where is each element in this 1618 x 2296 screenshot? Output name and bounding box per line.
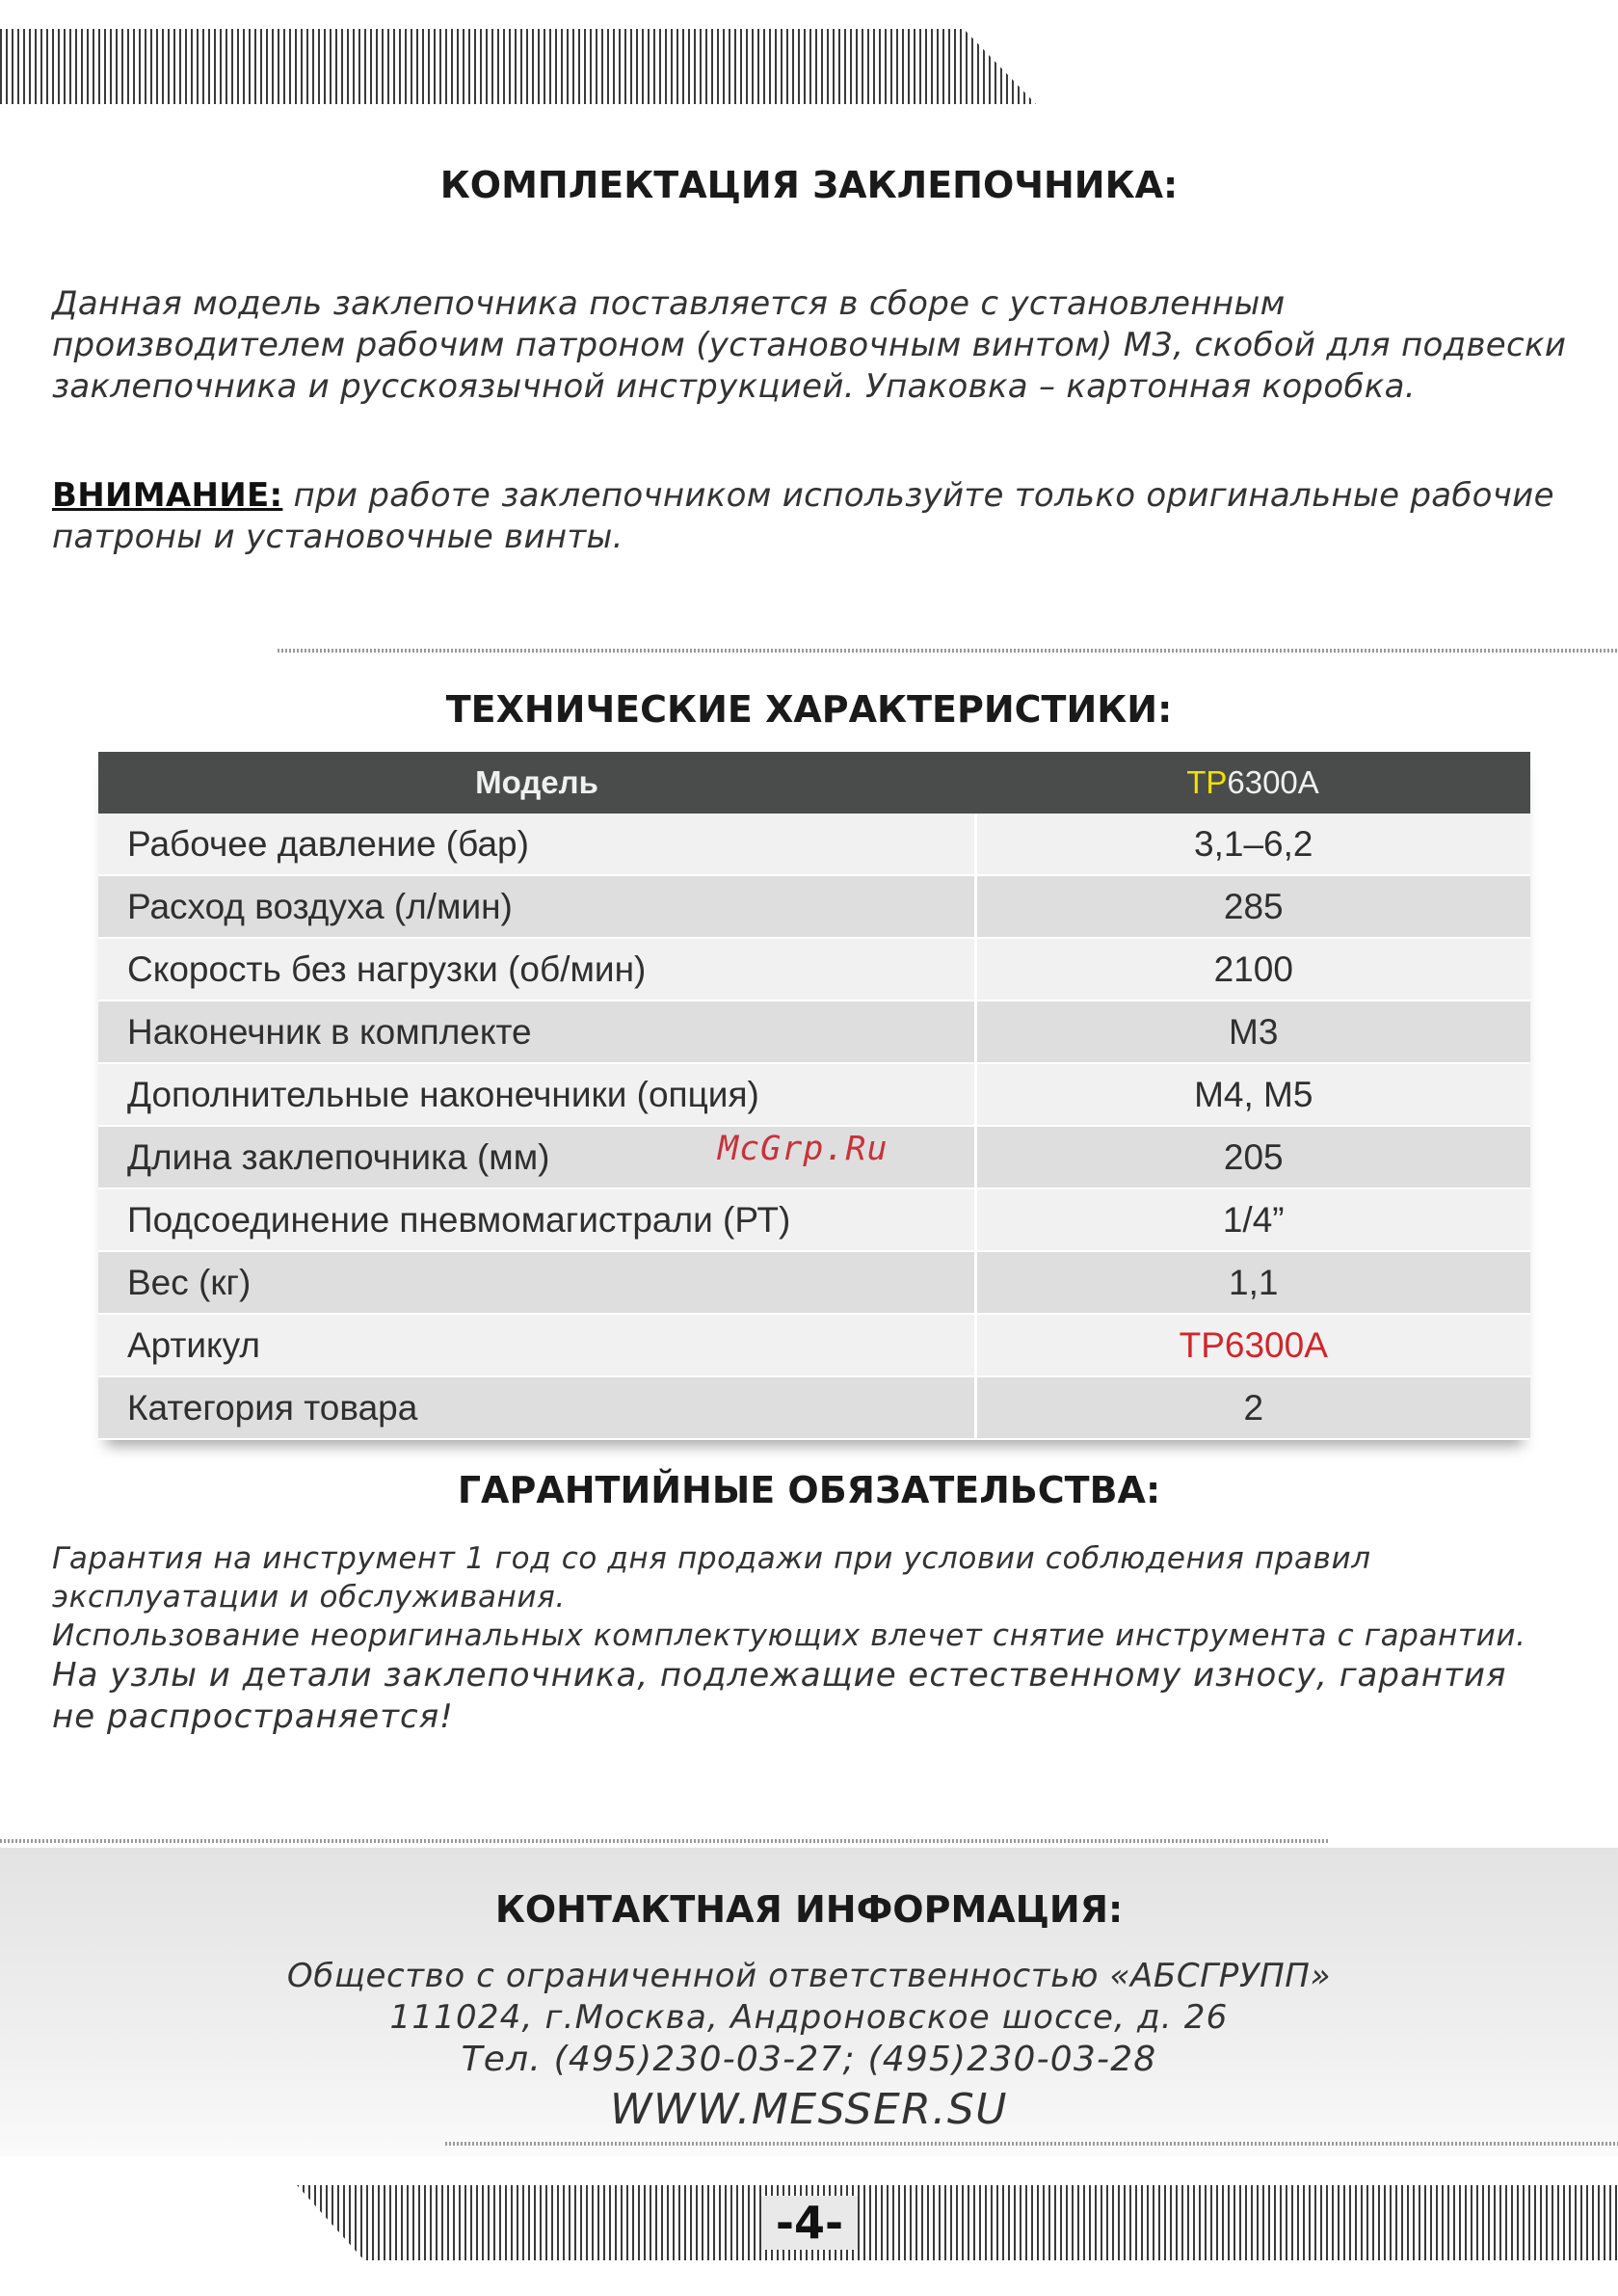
specs-heading: ТЕХНИЧЕСКИЕ ХАРАКТЕРИСТИКИ: [445, 688, 1173, 731]
spec-label: Длина заклепочника (мм) [98, 1126, 975, 1188]
spec-label: Наконечник в комплекте [98, 1001, 975, 1063]
kit-heading: КОМПЛЕКТАЦИЯ ЗАКЛЕПОЧНИКА: [439, 164, 1179, 206]
table-row [98, 1251, 1530, 1314]
table-row [98, 1376, 1530, 1439]
spec-label: Вес (кг) [98, 1251, 975, 1314]
company-address: 111024, г.Москва, Андроновское шоссе, д. 26 [389, 1998, 1229, 2037]
warranty-line: На узлы и детали заклепочника, подлежащие естественному износу, гарантия [52, 1656, 1507, 1695]
article-value: TP6300A [975, 1314, 1530, 1376]
watermark: McGrp.Ru [718, 1130, 889, 1168]
spec-value: М3 [975, 1001, 1530, 1063]
spec-value: 285 [975, 875, 1530, 938]
table-row [98, 1188, 1530, 1251]
section-divider [445, 2142, 1618, 2146]
table-row [98, 938, 1530, 1001]
section-divider [0, 1839, 1330, 1843]
specs-header-row [98, 752, 1530, 814]
model-header-label: Модель [98, 752, 975, 814]
company-phone: Тел. (495)230-03-27; (495)230-03-28 [461, 2040, 1157, 2079]
warranty-line: не распространяется! [52, 1697, 454, 1736]
company-website[interactable]: WWW.MESSER.SU [610, 2085, 1008, 2134]
spec-value: 2 [975, 1376, 1530, 1439]
warning-text: при работе заклепочником используйте только оригинальные рабочие патроны и установочные винты. [52, 476, 1554, 556]
section-divider [278, 649, 1618, 653]
warranty-line: Гарантия на инструмент 1 год со дня продажи при условии соблюдения правил эксплуатации и обслуживания. [52, 1541, 1371, 1615]
contact-heading: КОНТАКТНАЯ ИНФОРМАЦИЯ: [494, 1888, 1124, 1931]
spec-value: 205 [975, 1126, 1530, 1188]
spec-label: Дополнительные наконечники (опция) [98, 1063, 975, 1126]
model-header-value [975, 752, 1530, 814]
table-row [98, 875, 1530, 938]
model-prefix: TP [1186, 764, 1228, 800]
warning-label: ВНИМАНИЕ: [52, 476, 283, 515]
spec-label: Рабочее давление (бар) [98, 814, 975, 875]
spec-value: 2100 [975, 938, 1530, 1001]
spec-value: М4, М5 [975, 1063, 1530, 1126]
warranty-line: Использование неоригинальных комплектующих влечет снятие инструмента с гарантии. [52, 1618, 1526, 1653]
bottom-decorative-band [297, 2185, 1618, 2260]
spec-label: Категория товара [98, 1376, 975, 1439]
table-row [98, 814, 1530, 875]
kit-description: Данная модель заклепочника поставляется в сборе с установленным производителем рабочим патроном (установочным винтом) М3, скобой для подвески заклепочника и русскоязычной инструкцией. Упаковка – картонная коробка. [52, 284, 1567, 406]
company-name: Общество с ограниченной ответственностью «АБСГРУПП» [286, 1957, 1332, 1995]
spec-label: Подсоединение пневмомагистрали (РТ) [98, 1188, 975, 1251]
spec-label: Расход воздуха (л/мин) [98, 875, 975, 938]
specs-table [98, 752, 1530, 1440]
warning-paragraph [52, 475, 1584, 558]
page-number: -4- [761, 2196, 858, 2250]
top-decorative-band [0, 29, 1036, 104]
spec-value: 1/4” [975, 1188, 1530, 1251]
spec-label: Артикул [98, 1314, 975, 1376]
table-row [98, 1314, 1530, 1376]
spec-value: 1,1 [975, 1251, 1530, 1314]
table-row [98, 1063, 1530, 1126]
spec-value: 3,1–6,2 [975, 814, 1530, 875]
model-suffix: 6300A [1227, 764, 1319, 800]
warranty-text [52, 1539, 1584, 1738]
spec-label: Скорость без нагрузки (об/мин) [98, 938, 975, 1001]
table-row [98, 1001, 1530, 1063]
contact-panel [0, 1848, 1618, 2156]
warranty-heading: ГАРАНТИЙНЫЕ ОБЯЗАТЕЛЬСТВА: [457, 1469, 1161, 1511]
